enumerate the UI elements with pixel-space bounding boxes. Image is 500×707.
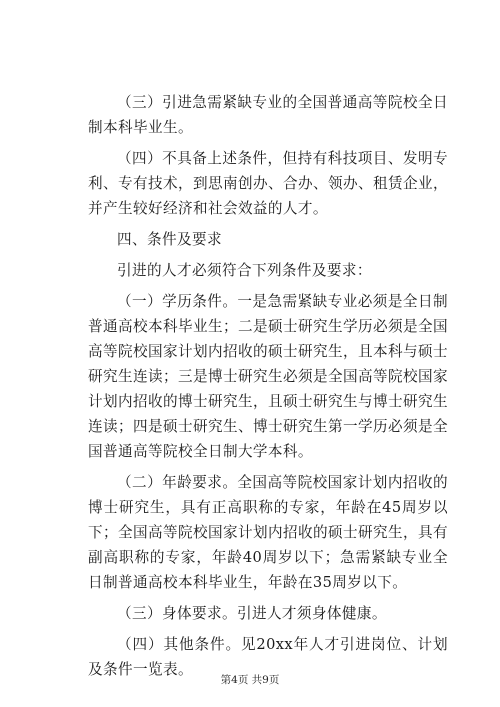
paragraph-education-requirement: （一）学历条件。一是急需紧缺专业必须是全日制普通高校本科毕业生；二是硕士研究生学历必须是全国高等院校国家计划内招收的硕士研究生，且本科与硕士研究生连读；三是博士研究生必须是全国高等院校国家计划内招收的博士研究生，且硕士研究生与博士研究生连读；四是硕士研究生、博士研究生第一学历必须是全国普通高等院校全日制大学本科。 [88, 293, 448, 460]
paragraph-health-requirement: （三）身体要求。引进人才须身体健康。 [117, 605, 387, 622]
paragraph-age-requirement: （二）年龄要求。全国高等院校国家计划内招收的博士研究生，具有正高职称的专家，年龄在45周岁以下；全国高等院校国家计划内招收的硕士研究生，具有副高职称的专家，年龄40周岁以下；急需紧缺专业全日制普通高校本科毕业生，年龄在35周岁以下。 [88, 474, 448, 591]
paragraph-intro-requirements: 引进的人才必须符合下列条件及要求： [117, 262, 372, 279]
section-heading-conditions: 四、条件及要求 [117, 231, 222, 248]
paragraph-item-4: （四）不具备上述条件，但持有科技项目、发明专利、专有技术，到思南创办、合办、领办、租赁企业，并产生较好经济和社会效益的人才。 [88, 150, 448, 217]
paragraph-other-conditions: （四）其他条件。见20xx年人才引进岗位、计划及条件一览表。 [88, 636, 448, 678]
page-number-footer: 第4页 共9页 [220, 674, 280, 686]
paragraph-item-3: （三）引进急需紧缺专业的全国普通高等院校全日制本科毕业生。 [88, 94, 448, 136]
document-body [88, 90, 448, 688]
